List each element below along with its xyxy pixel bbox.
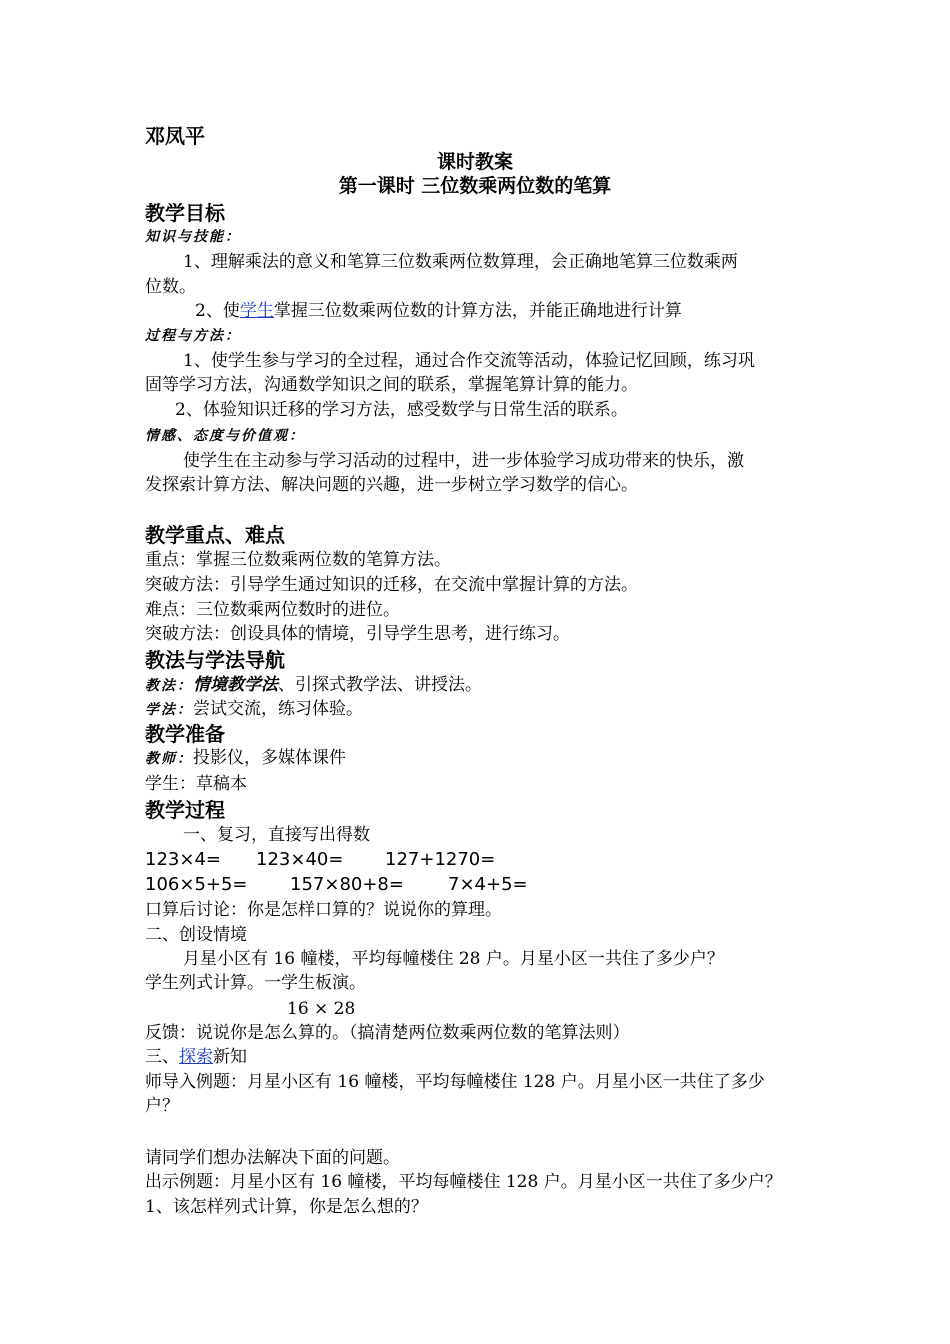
process-line-2: 月星小区有 16 幢楼，平均每幢楼住 28 户。月星小区一共住了多少户？ — [183, 949, 724, 969]
process-line-4: 16 × 28 — [287, 999, 356, 1019]
goal-k1a: 1、理解乘法的意义和笔算三位数乘两位数算理，会正确地笔算三位数乘两 — [183, 252, 738, 272]
section-heading-prep: 教学准备 — [145, 722, 225, 746]
prep-teacher: 教师：投影仪，多媒体课件 — [145, 748, 346, 768]
author-name: 邓凤平 — [145, 124, 205, 148]
process-line-6b: 户？ — [145, 1096, 179, 1116]
prep-student: 学生：草稿本 — [145, 774, 247, 794]
doc-title: 课时教案 — [436, 151, 513, 173]
keypoint-3: 难点：三位数乘两位数时的进位。 — [145, 600, 400, 620]
math-1b: 123×40= — [256, 849, 344, 870]
link-student[interactable]: 学生 — [239, 301, 274, 321]
goal-p1a: 1、使学生参与学习的全过程，通过合作交流等活动，体验记忆回顾，练习巩 — [183, 351, 755, 371]
section-heading-methods: 教法与学法导航 — [145, 648, 285, 672]
section-heading-process: 教学过程 — [145, 798, 225, 822]
section-heading-keypoints: 教学重点、难点 — [145, 523, 285, 547]
process-line-7: 请同学们想办法解决下面的问题。 — [145, 1148, 400, 1168]
goal-e1b: 发探索计算方法、解决问题的兴趣，进一步树立学习数学的信心。 — [145, 475, 638, 495]
methods-teach: 教法：情境教学法、引探式教学法、讲授法。 — [145, 675, 482, 695]
goal-p2: 2、体验知识迁移的学习方法，感受数学与日常生活的联系。 — [175, 400, 628, 420]
goal-k1b: 位数。 — [145, 277, 196, 297]
goal-p1b: 固等学习方法，沟通数学知识之间的联系，掌握笔算计算的能力。 — [145, 375, 638, 395]
doc-subtitle: 第一课时 三位数乘两位数的笔算 — [338, 175, 612, 197]
math-2a: 106×5+5= — [145, 874, 248, 895]
methods-learn: 学法：尝试交流，练习体验。 — [145, 699, 363, 719]
math-1a: 123×4= — [145, 849, 221, 870]
process-step-1: 一、复习，直接写出得数 — [183, 825, 370, 845]
process-line-6a: 师导入例题：月星小区有 16 幢楼，平均每幢楼住 128 户。月星小区一共住了多少 — [145, 1072, 765, 1092]
math-2b: 157×80+8= — [290, 874, 404, 895]
math-2c: 7×4+5= — [448, 874, 528, 895]
process-line-9: 1、该怎样列式计算，你是怎么想的？ — [145, 1197, 428, 1217]
section-heading-goals: 教学目标 — [145, 201, 225, 225]
process-line-8: 出示例题：月星小区有 16 幢楼，平均每幢楼住 128 户。月星小区一共住了多少户？ — [145, 1172, 782, 1192]
math-1c: 127+1270= — [385, 849, 496, 870]
goal-k2: 2、使学生掌握三位数乘两位数的计算方法，并能正确地进行计算 — [195, 301, 682, 321]
goal-e1a: 使学生在主动参与学习活动的过程中，进一步体验学习成功带来的快乐，激 — [183, 451, 744, 471]
keypoint-1: 重点：掌握三位数乘两位数的笔算方法。 — [145, 550, 451, 570]
process-line-3: 学生列式计算。一学生板演。 — [145, 973, 366, 993]
keypoint-4: 突破方法：创设具体的情境，引导学生思考，进行练习。 — [145, 624, 570, 644]
process-line-5: 反馈：说说你是怎么算的。（搞清楚两位数乘两位数的笔算法则） — [145, 1023, 630, 1043]
label-knowledge: 知识与技能： — [145, 229, 241, 245]
label-process: 过程与方法： — [145, 328, 241, 344]
link-explore[interactable]: 探索 — [179, 1047, 213, 1067]
label-emotion: 情感、态度与价值观： — [145, 428, 305, 444]
process-line-1: 口算后讨论：你是怎样口算的？说说你的算理。 — [145, 900, 502, 920]
process-step-2: 二、创设情境 — [145, 925, 247, 945]
keypoint-2: 突破方法：引导学生通过知识的迁移，在交流中掌握计算的方法。 — [145, 575, 638, 595]
process-step-3: 三、探索新知 — [145, 1047, 247, 1067]
